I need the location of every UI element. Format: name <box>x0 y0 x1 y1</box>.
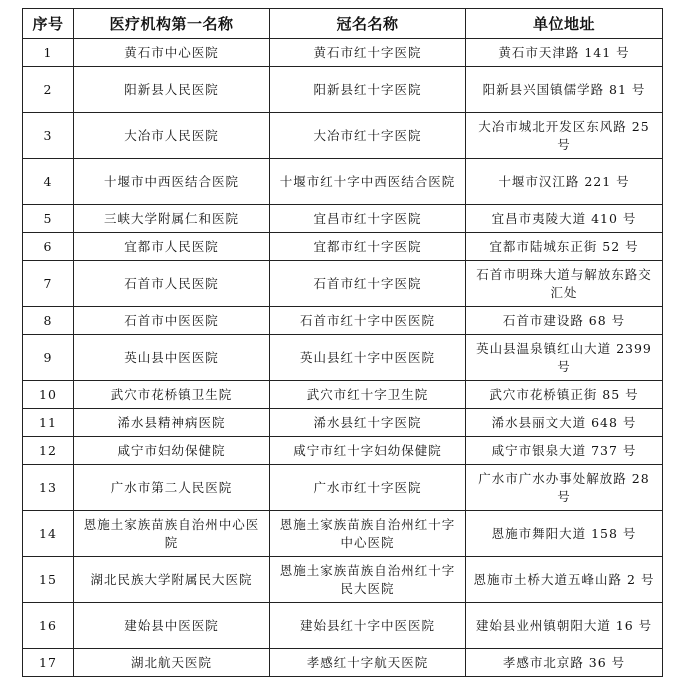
row-seq: 13 <box>23 465 74 511</box>
row-address: 黄石市天津路 141 号 <box>466 39 663 67</box>
row-named-name: 浠水县红十字医院 <box>270 409 466 437</box>
row-address: 石首市建设路 68 号 <box>466 307 663 335</box>
row-address: 恩施市土桥大道五峰山路 2 号 <box>466 557 663 603</box>
row-named-name: 阳新县红十字医院 <box>270 67 466 113</box>
table-row <box>23 67 663 113</box>
row-named-name: 孝感红十字航天医院 <box>270 649 466 677</box>
row-first-name: 宜都市人民医院 <box>74 233 270 261</box>
row-address: 大冶市城北开发区东风路 25 号 <box>466 113 663 159</box>
table-row <box>23 159 663 205</box>
row-address: 宜昌市夷陵大道 410 号 <box>466 205 663 233</box>
row-address: 阳新县兴国镇儒学路 81 号 <box>466 67 663 113</box>
row-address: 十堰市汉江路 221 号 <box>466 159 663 205</box>
hospital-table <box>22 8 663 677</box>
row-address: 广水市广水办事处解放路 28 号 <box>466 465 663 511</box>
row-seq: 3 <box>23 113 74 159</box>
table-row <box>23 557 663 603</box>
table-row <box>23 261 663 307</box>
row-first-name: 石首市人民医院 <box>74 261 270 307</box>
table-row <box>23 39 663 67</box>
table-row <box>23 335 663 381</box>
row-first-name: 湖北民族大学附属民大医院 <box>74 557 270 603</box>
table-row <box>23 113 663 159</box>
row-address: 武穴市花桥镇正街 85 号 <box>466 381 663 409</box>
row-first-name: 咸宁市妇幼保健院 <box>74 437 270 465</box>
row-first-name: 石首市中医医院 <box>74 307 270 335</box>
row-first-name: 三峡大学附属仁和医院 <box>74 205 270 233</box>
row-seq: 16 <box>23 603 74 649</box>
row-seq: 7 <box>23 261 74 307</box>
row-first-name: 阳新县人民医院 <box>74 67 270 113</box>
row-first-name: 浠水县精神病医院 <box>74 409 270 437</box>
row-seq: 12 <box>23 437 74 465</box>
table-row <box>23 381 663 409</box>
row-seq: 8 <box>23 307 74 335</box>
row-named-name: 恩施土家族苗族自治州红十字民大医院 <box>270 557 466 603</box>
row-named-name: 石首市红十字医院 <box>270 261 466 307</box>
row-address: 英山县温泉镇红山大道 2399 号 <box>466 335 663 381</box>
header-named-name: 冠名名称 <box>270 9 466 39</box>
row-named-name: 武穴市红十字卫生院 <box>270 381 466 409</box>
row-named-name: 十堰市红十字中西医结合医院 <box>270 159 466 205</box>
row-named-name: 咸宁市红十字妇幼保健院 <box>270 437 466 465</box>
row-first-name: 广水市第二人民医院 <box>74 465 270 511</box>
header-address: 单位地址 <box>466 9 663 39</box>
header-row <box>23 9 663 39</box>
table-row <box>23 233 663 261</box>
row-named-name: 黄石市红十字医院 <box>270 39 466 67</box>
table-row <box>23 465 663 511</box>
row-seq: 1 <box>23 39 74 67</box>
row-seq: 6 <box>23 233 74 261</box>
table-row <box>23 205 663 233</box>
table-row <box>23 511 663 557</box>
row-seq: 14 <box>23 511 74 557</box>
row-named-name: 大冶市红十字医院 <box>270 113 466 159</box>
row-seq: 15 <box>23 557 74 603</box>
row-first-name: 十堰市中西医结合医院 <box>74 159 270 205</box>
header-seq: 序号 <box>23 9 74 39</box>
row-seq: 5 <box>23 205 74 233</box>
row-seq: 2 <box>23 67 74 113</box>
row-first-name: 黄石市中心医院 <box>74 39 270 67</box>
row-first-name: 武穴市花桥镇卫生院 <box>74 381 270 409</box>
row-first-name: 恩施土家族苗族自治州中心医院 <box>74 511 270 557</box>
header-first-name: 医疗机构第一名称 <box>74 9 270 39</box>
row-seq: 11 <box>23 409 74 437</box>
row-named-name: 建始县红十字中医医院 <box>270 603 466 649</box>
row-address: 浠水县丽文大道 648 号 <box>466 409 663 437</box>
table-row <box>23 649 663 677</box>
row-address: 建始县业州镇朝阳大道 16 号 <box>466 603 663 649</box>
row-named-name: 恩施土家族苗族自治州红十字中心医院 <box>270 511 466 557</box>
row-seq: 9 <box>23 335 74 381</box>
table-row <box>23 437 663 465</box>
table-row <box>23 307 663 335</box>
row-named-name: 英山县红十字中医医院 <box>270 335 466 381</box>
row-named-name: 石首市红十字中医医院 <box>270 307 466 335</box>
table-row <box>23 603 663 649</box>
row-first-name: 英山县中医医院 <box>74 335 270 381</box>
row-first-name: 大冶市人民医院 <box>74 113 270 159</box>
row-first-name: 湖北航天医院 <box>74 649 270 677</box>
row-address: 咸宁市银泉大道 737 号 <box>466 437 663 465</box>
row-named-name: 宜都市红十字医院 <box>270 233 466 261</box>
row-first-name: 建始县中医医院 <box>74 603 270 649</box>
table-row <box>23 409 663 437</box>
row-seq: 10 <box>23 381 74 409</box>
row-address: 石首市明珠大道与解放东路交汇处 <box>466 261 663 307</box>
row-address: 孝感市北京路 36 号 <box>466 649 663 677</box>
row-named-name: 广水市红十字医院 <box>270 465 466 511</box>
row-address: 恩施市舞阳大道 158 号 <box>466 511 663 557</box>
row-seq: 4 <box>23 159 74 205</box>
row-address: 宜都市陆城东正街 52 号 <box>466 233 663 261</box>
row-seq: 17 <box>23 649 74 677</box>
row-named-name: 宜昌市红十字医院 <box>270 205 466 233</box>
